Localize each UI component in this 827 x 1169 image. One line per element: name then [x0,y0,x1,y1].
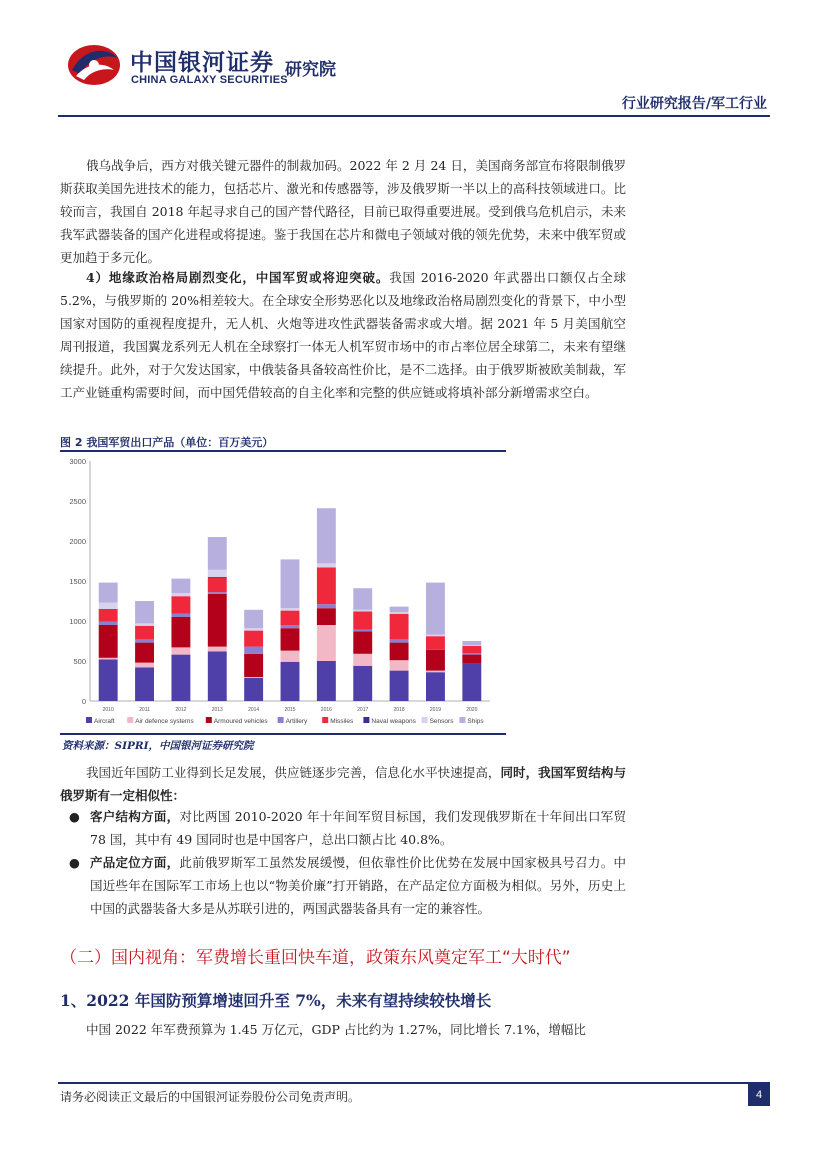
bar-segment [462,641,481,645]
bar-segment [353,588,372,610]
bullet-text: 此前俄罗斯军工虽然发展缓慢，但依靠性价比优势在发展中国家极具号召力。中国近些年在国际军工市场上也以“物美价廉”打开销路，在产品定位方面极为相似。另外，历史上中国的武器装备大多是从苏联引进的，两国武器装备具有一定的兼容性。 [90,855,626,916]
legend-swatch [422,717,428,723]
bar-segment [281,628,300,650]
y-tick-label: 2000 [69,537,86,546]
x-tick-label: 2018 [393,707,405,713]
bar-segment [317,563,336,567]
logo-chinese-name: 中国银河证券 [130,50,274,76]
bar-segment [462,663,481,701]
x-tick-label: 2019 [429,707,442,713]
bar-segment [390,671,409,701]
bar-segment [99,609,118,622]
bar-segment [171,617,190,647]
bar-segment [135,643,154,663]
bar-segment [317,567,336,604]
report-category: 行业研究报告/军工行业 [621,96,767,112]
legend-swatch [322,717,328,723]
x-tick-label: 2015 [284,707,296,713]
legend-label: Ships [467,718,484,725]
legend-swatch [206,717,212,723]
x-tick-label: 2017 [357,707,369,713]
bar-segment [281,625,300,628]
logo-icon [66,40,122,88]
legend-swatch [278,717,284,723]
footer-divider [58,1082,770,1084]
bar-segment [171,614,190,617]
bar-segment [244,610,263,628]
bar-segment [99,603,118,609]
bar-segment [317,625,336,661]
bullet-icon: ● [69,809,80,824]
bar-segment [208,594,227,647]
bar-segment [317,508,336,563]
x-tick-label: 2020 [466,707,478,713]
legend-label: Missiles [330,718,354,725]
bar-segment [208,537,227,570]
bar-segment [244,678,263,701]
bar-segment [317,661,336,701]
bar-segment [390,614,409,640]
paragraph-similarity-lead: 同时，我国军贸结构与俄罗斯有一定相似性： [60,765,626,803]
bar-segment [99,658,118,660]
bar-segment [244,628,263,630]
header-divider [58,115,770,117]
x-tick-label: 2016 [320,707,332,713]
bar-segment [281,608,300,610]
bullet-text: 对比两国 2010-2020 年十年间军贸目标国，我们发现俄罗斯在十年间出口军贸 78 国，其中有 49 国同时也是中国客户，总出口额占比 40.8%。 [90,809,626,847]
bar-segment [99,583,118,603]
bar-segment [244,647,263,654]
bullet-lead: 客户结构方面， [90,809,180,824]
paragraph-budget: 中国 2022 年军费预算为 1.45 万亿元，GDP 占比约为 1.27%，同比增长 7.1%，增幅比 [86,1022,586,1037]
x-tick-label: 2014 [248,707,260,713]
bar-segment [99,659,118,701]
legend-label: Aircraft [94,718,115,725]
bar-segment [462,645,481,646]
y-tick-label: 0 [81,697,86,706]
bar-segment [208,577,227,578]
bar-segment [353,631,372,653]
x-tick-label: 2011 [139,707,150,713]
bar-segment [281,662,300,701]
logo-institute: 研究院 [285,60,336,80]
x-tick-label: 2012 [175,707,187,713]
y-tick-label: 500 [73,657,86,666]
bar-segment [317,608,336,625]
x-tick-label: 2013 [211,707,223,713]
legend-label: Naval weapons [371,718,416,725]
legend-label: Artillery [285,718,308,725]
paragraph-similarity [60,761,626,807]
bar-segment [171,655,190,701]
legend-label: Sensors [429,718,454,725]
bar-segment [99,625,118,658]
y-tick-label: 1500 [69,577,86,586]
bar-segment [426,636,445,650]
bar-segment [390,643,409,661]
list-item [60,805,626,851]
bar-segment [426,583,445,635]
bar-segment [390,607,409,613]
bar-segment [462,653,481,655]
bar-segment [135,623,154,625]
bar-segment [426,650,445,671]
bar-segment [244,654,263,677]
bar-segment [171,647,190,654]
bar-segment [135,639,154,642]
figure-bottom-rule [60,733,506,735]
bullet-list [60,805,626,920]
bar-segment [426,672,445,701]
bar-segment [244,631,263,647]
bar-segment [171,579,190,593]
legend-swatch [363,717,369,723]
bar-segment [135,667,154,701]
bar-segment [281,559,300,608]
bar-segment [135,601,154,623]
logo-english-name: CHINA GALAXY SECURITIES [131,74,288,86]
bar-segment [244,677,263,678]
bar-segment [353,630,372,632]
bar-segment [171,593,190,596]
bar-segment [208,578,227,592]
bar-segment [281,611,300,625]
y-tick-label: 2500 [69,497,86,506]
bar-segment [135,626,154,640]
y-tick-label: 3000 [69,457,86,466]
paragraph-geopolitics [60,266,626,404]
paragraph-geopolitics-lead: 4）地缘政治格局剧烈变化，中国军贸或将迎突破。 [86,270,390,285]
figure-title: 图 2 我国军贸出口产品（单位：百万美元） [60,436,274,449]
paragraph-sanctions: 俄乌战争后，西方对俄关键元器件的制裁加码。2022 年 2 月 24 日，美国商务部宣布将限制俄罗斯获取美国先进技术的能力，包括芯片、激光和传感器等，涉及俄罗斯一半以上的高科技领域进口。比较而言，我国自 2018 年起寻求自己的国产替代路径，目前已取得重要进展。受到俄乌危机启示，未来我军武器装备的国产化进程或将提速。鉴于我国在芯片和微电子领域对俄的领先优势，未来中俄军贸或更加趋于多元化。 [60,158,626,265]
bar-segment [99,622,118,625]
bar-segment [390,639,409,642]
figure-source: 资料来源：SIPRI，中国银河证券研究院 [62,740,254,752]
bar-segment [462,646,481,653]
paragraph-geopolitics-body: 我国 2016-2020 年武器出口额仅占全球 5.2%，与俄罗斯的 20%相差较大。在全球安全形势恶化以及地缘政治格局剧烈变化的背景下，中小型国家对国防的重视程度提升，无人机、火炮等进攻性武器装备需求或大增。据 2021 年 5 月美国航空周刊报道，我国翼龙系列无人机在全球察打一体无人机军贸市场中的市占率位居全球第二，未来有望继续提升。此外，对于欠发达国家，中俄装备具备较高性价比，是不二选择。由于俄罗斯被欧美制裁，军工产业链重构需要时间，而中国凭借较高的自主化率和完整的供应链或将填补部分新增需求空白。 [60,270,626,400]
section-heading: （二）国内视角：军费增长重回快车道，政策东风奠定军工“大时代” [60,948,571,968]
x-tick-label: 2010 [102,707,114,713]
bar-segment [426,671,445,673]
bullet-lead: 产品定位方面， [90,855,180,870]
legend-label: Air defence systems [135,718,194,725]
military-export-chart [60,451,506,731]
bar-segment [208,651,227,701]
legend-label: Armoured vehicles [213,718,268,725]
bar-segment [353,654,372,666]
bullet-icon: ● [69,855,80,870]
bar-segment [353,666,372,701]
bar-segment [353,611,372,629]
legend-swatch [459,717,465,723]
legend-swatch [127,717,133,723]
bar-segment [281,651,300,662]
bar-segment [171,596,190,614]
bar-segment [135,663,154,668]
y-tick-label: 1000 [69,617,86,626]
bar-segment [390,612,409,614]
subsection-heading: 1、2022 年国防预算增速回升至 7%，未来有望持续较快增长 [60,991,492,1010]
list-item [60,851,626,920]
bar-segment [426,635,445,637]
bar-segment [390,660,409,670]
bar-segment [208,592,227,594]
legend-swatch [86,717,92,723]
paragraph-similarity-text: 我国近年国防工业得到长足发展，供应链逐步完善，信息化水平快速提高， [86,765,501,780]
page-number: 4 [748,1084,770,1106]
footer-disclaimer: 请务必阅读正文最后的中国银河证券股份公司免责声明。 [60,1090,361,1104]
bar-segment [462,655,481,664]
bar-segment [353,610,372,612]
bar-segment [317,604,336,608]
bar-segment [208,570,227,577]
bar-segment [208,647,227,652]
